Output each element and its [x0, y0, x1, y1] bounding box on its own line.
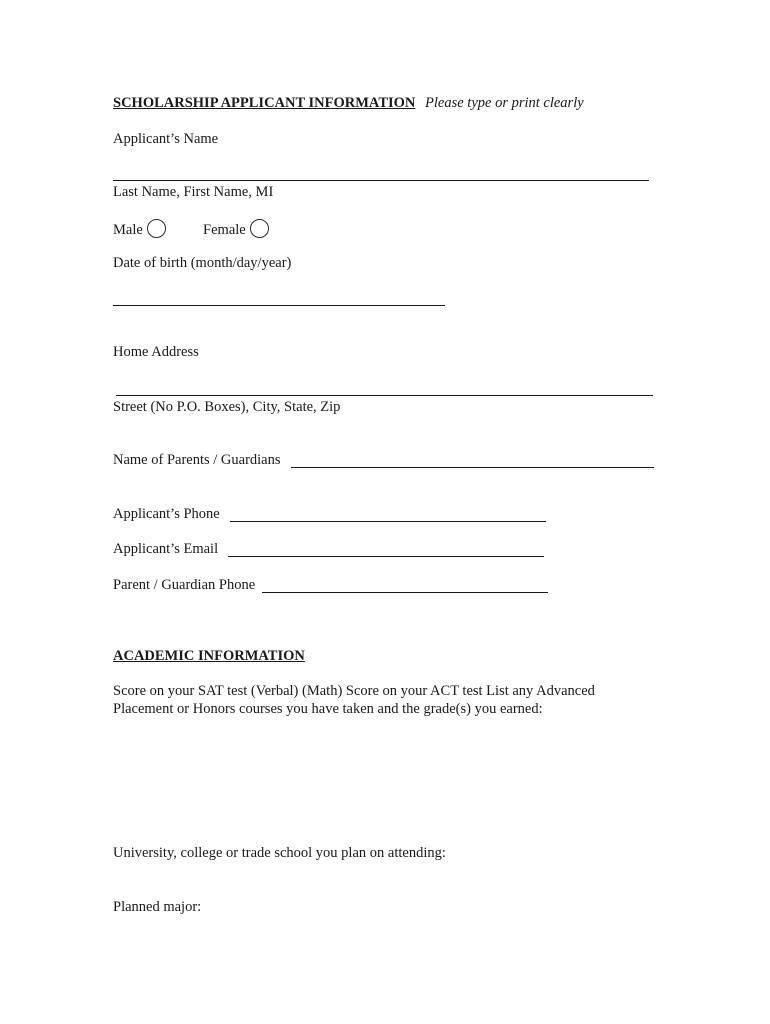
dob-label: Date of birth (month/day/year) — [113, 255, 292, 271]
phone-field-line[interactable] — [230, 521, 546, 522]
parents-field-line[interactable] — [291, 467, 654, 468]
address-sublabel: Street (No P.O. Boxes), City, State, Zip — [113, 399, 341, 415]
major-label: Planned major: — [113, 899, 202, 915]
scores-text-line2: Placement or Honors courses you have taken and the grade(s) you earned: — [113, 701, 543, 717]
academic-section-heading: ACADEMIC INFORMATION — [113, 648, 305, 664]
name-label: Applicant’s Name — [113, 131, 219, 147]
instruction-text: Please type or print clearly — [425, 95, 584, 111]
parents-label: Name of Parents / Guardians — [113, 452, 281, 468]
email-field-line[interactable] — [228, 556, 544, 557]
female-label: Female — [203, 221, 246, 238]
gender-row — [113, 221, 269, 240]
name-sublabel: Last Name, First Name, MI — [113, 184, 274, 200]
applicant-info-header — [113, 96, 584, 111]
phone-label: Applicant’s Phone — [113, 506, 220, 522]
guardian-phone-label: Parent / Guardian Phone — [113, 577, 256, 593]
address-field-line[interactable] — [116, 395, 653, 396]
female-radio[interactable] — [250, 219, 269, 238]
male-label: Male — [113, 221, 143, 238]
address-label: Home Address — [113, 344, 199, 360]
name-field-line[interactable] — [113, 180, 649, 181]
applicant-section-heading: SCHOLARSHIP APPLICANT INFORMATION — [113, 95, 416, 111]
email-label: Applicant’s Email — [113, 541, 219, 557]
dob-field-line[interactable] — [113, 305, 445, 306]
scores-text-line1: Score on your SAT test (Verbal) (Math) Score on your ACT test List any Advanced — [113, 683, 595, 699]
guardian-phone-field-line[interactable] — [262, 592, 548, 593]
school-label: University, college or trade school you plan on attending: — [113, 845, 446, 861]
male-radio[interactable] — [147, 219, 166, 238]
